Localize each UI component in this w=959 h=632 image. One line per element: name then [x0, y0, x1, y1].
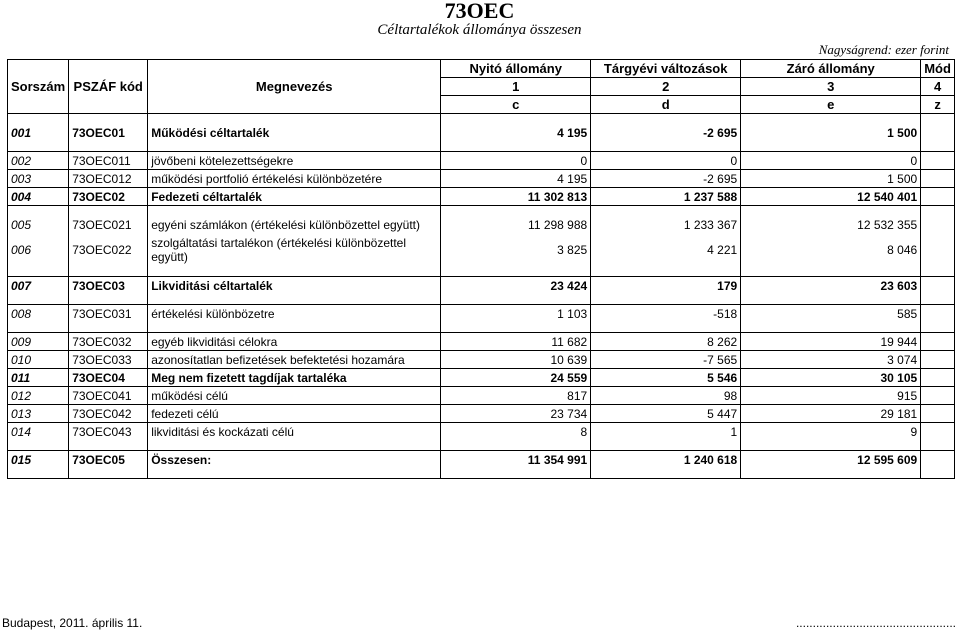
- row-nyito: 11 682: [441, 333, 591, 351]
- row-targyevi: 1 237 588: [591, 188, 741, 206]
- row-code: 73OEC03: [69, 277, 148, 295]
- row-zaro: 0: [741, 152, 921, 170]
- row-nyito: 11 298 988: [441, 216, 591, 233]
- footer-date: Budapest, 2011. április 11.: [2, 616, 143, 630]
- row-name: Összesen:: [148, 451, 441, 469]
- row-mod: [921, 188, 955, 206]
- row-zaro: 915: [741, 387, 921, 405]
- row-zaro: 30 105: [741, 369, 921, 387]
- row-targyevi: -2 695: [591, 170, 741, 188]
- row-targyevi: 1: [591, 423, 741, 441]
- row-targyevi: 179: [591, 277, 741, 295]
- row-number: 007: [8, 277, 69, 295]
- row-code: 73OEC042: [69, 405, 148, 423]
- row-mod: [921, 451, 955, 469]
- row-mod: [921, 277, 955, 295]
- col-letter-c: c: [441, 96, 591, 114]
- row-number: 004: [8, 188, 69, 206]
- table-row: [8, 369, 955, 387]
- row-code: 73OEC022: [69, 233, 148, 266]
- row-mod: [921, 216, 955, 233]
- col-sorszam: Sorszám: [8, 60, 69, 114]
- table-row: [8, 423, 955, 441]
- report-subtitle: Céltartalékok állománya összesen: [377, 22, 582, 38]
- table-row: [8, 451, 955, 469]
- row-targyevi: 8 262: [591, 333, 741, 351]
- row-name: Likviditási céltartalék: [148, 277, 441, 295]
- col-num-2: 2: [591, 78, 741, 96]
- col-num-3: 3: [741, 78, 921, 96]
- col-nyito: Nyitó állomány: [441, 60, 591, 78]
- row-code: 73OEC031: [69, 305, 148, 323]
- row-mod: [921, 387, 955, 405]
- row-number: 009: [8, 333, 69, 351]
- row-zaro: 3 074: [741, 351, 921, 369]
- row-targyevi: 98: [591, 387, 741, 405]
- row-mod: [921, 333, 955, 351]
- col-num-4: 4: [921, 78, 955, 96]
- row-name: Működési céltartalék: [148, 124, 441, 141]
- row-nyito: 24 559: [441, 369, 591, 387]
- row-name: szolgáltatási tartalékon (értékelési különbözettel együtt): [148, 233, 441, 266]
- row-name: jövőbeni kötelezettségekre: [148, 152, 441, 170]
- row-zaro: 23 603: [741, 277, 921, 295]
- row-nyito: 10 639: [441, 351, 591, 369]
- row-name: működési célú: [148, 387, 441, 405]
- row-number: 008: [8, 305, 69, 323]
- col-letter-z: z: [921, 96, 955, 114]
- col-megnevezes: Megnevezés: [148, 60, 441, 114]
- col-letter-e: e: [741, 96, 921, 114]
- table-row: [8, 188, 955, 206]
- table-row: [8, 170, 955, 188]
- row-number: 010: [8, 351, 69, 369]
- row-mod: [921, 423, 955, 441]
- table-row: [8, 277, 955, 295]
- footer-signature: ................................................: [795, 616, 956, 630]
- report-title: 73OEC: [444, 0, 515, 23]
- table-row: [8, 152, 955, 170]
- row-code: 73OEC012: [69, 170, 148, 188]
- row-targyevi: -518: [591, 305, 741, 323]
- row-nyito: 23 734: [441, 405, 591, 423]
- row-name: egyéni számlákon (értékelési különbözettel együtt): [148, 216, 441, 233]
- row-number: 015: [8, 451, 69, 469]
- row-nyito: 8: [441, 423, 591, 441]
- row-code: 73OEC041: [69, 387, 148, 405]
- col-num-1: 1: [441, 78, 591, 96]
- row-code: 73OEC04: [69, 369, 148, 387]
- row-zaro: 8 046: [741, 233, 921, 266]
- row-name: értékelési különbözetre: [148, 305, 441, 323]
- row-number: 002: [8, 152, 69, 170]
- col-zaro: Záró állomány: [741, 60, 921, 78]
- table-row: [8, 233, 955, 266]
- row-zaro: 19 944: [741, 333, 921, 351]
- row-number: 012: [8, 387, 69, 405]
- row-name: működési portfolió értékelési különbözetére: [148, 170, 441, 188]
- row-mod: [921, 305, 955, 323]
- row-nyito: 817: [441, 387, 591, 405]
- row-name: egyéb likviditási célokra: [148, 333, 441, 351]
- row-mod: [921, 170, 955, 188]
- row-nyito: 0: [441, 152, 591, 170]
- row-mod: [921, 351, 955, 369]
- table-row: [8, 124, 955, 141]
- row-nyito: 11 302 813: [441, 188, 591, 206]
- row-code: 73OEC01: [69, 124, 148, 141]
- row-mod: [921, 124, 955, 141]
- data-table: [7, 59, 955, 479]
- row-number: 006: [8, 233, 69, 266]
- row-number: 003: [8, 170, 69, 188]
- row-code: 73OEC021: [69, 216, 148, 233]
- row-nyito: 3 825: [441, 233, 591, 266]
- row-code: 73OEC032: [69, 333, 148, 351]
- row-name: Fedezeti céltartalék: [148, 188, 441, 206]
- table-row: [8, 387, 955, 405]
- row-mod: [921, 369, 955, 387]
- row-mod: [921, 405, 955, 423]
- row-name: azonosítatlan befizetések befektetési hozamára: [148, 351, 441, 369]
- row-number: 011: [8, 369, 69, 387]
- row-code: 73OEC02: [69, 188, 148, 206]
- row-targyevi: 1 233 367: [591, 216, 741, 233]
- table-row: [8, 405, 955, 423]
- row-number: 001: [8, 124, 69, 141]
- row-targyevi: -2 695: [591, 124, 741, 141]
- row-zaro: 1 500: [741, 124, 921, 141]
- row-targyevi: 1 240 618: [591, 451, 741, 469]
- row-code: 73OEC043: [69, 423, 148, 441]
- row-number: 013: [8, 405, 69, 423]
- row-code: 73OEC011: [69, 152, 148, 170]
- row-mod: [921, 152, 955, 170]
- row-targyevi: 4 221: [591, 233, 741, 266]
- table-row: [8, 305, 955, 323]
- row-zaro: 12 595 609: [741, 451, 921, 469]
- col-letter-d: d: [591, 96, 741, 114]
- row-name: likviditási és kockázati célú: [148, 423, 441, 441]
- row-code: 73OEC033: [69, 351, 148, 369]
- row-targyevi: 5 546: [591, 369, 741, 387]
- row-zaro: 1 500: [741, 170, 921, 188]
- row-mod: [921, 233, 955, 266]
- table-row: [8, 333, 955, 351]
- row-nyito: 4 195: [441, 170, 591, 188]
- row-nyito: 4 195: [441, 124, 591, 141]
- row-targyevi: 0: [591, 152, 741, 170]
- row-zaro: 585: [741, 305, 921, 323]
- row-targyevi: -7 565: [591, 351, 741, 369]
- col-targyevi: Tárgyévi változások: [591, 60, 741, 78]
- row-zaro: 12 540 401: [741, 188, 921, 206]
- row-number: 014: [8, 423, 69, 441]
- unit-label: Nagyságrend: ezer forint: [818, 42, 949, 57]
- row-nyito: 1 103: [441, 305, 591, 323]
- row-number: 005: [8, 216, 69, 233]
- row-zaro: 29 181: [741, 405, 921, 423]
- col-mod: Mód: [921, 60, 955, 78]
- row-name: Meg nem fizetett tagdíjak tartaléka: [148, 369, 441, 387]
- row-nyito: 11 354 991: [441, 451, 591, 469]
- row-zaro: 12 532 355: [741, 216, 921, 233]
- col-pszaf: PSZÁF kód: [69, 60, 148, 114]
- table-row: [8, 216, 955, 233]
- table-row: [8, 351, 955, 369]
- row-nyito: 23 424: [441, 277, 591, 295]
- row-code: 73OEC05: [69, 451, 148, 469]
- row-name: fedezeti célú: [148, 405, 441, 423]
- row-targyevi: 5 447: [591, 405, 741, 423]
- row-zaro: 9: [741, 423, 921, 441]
